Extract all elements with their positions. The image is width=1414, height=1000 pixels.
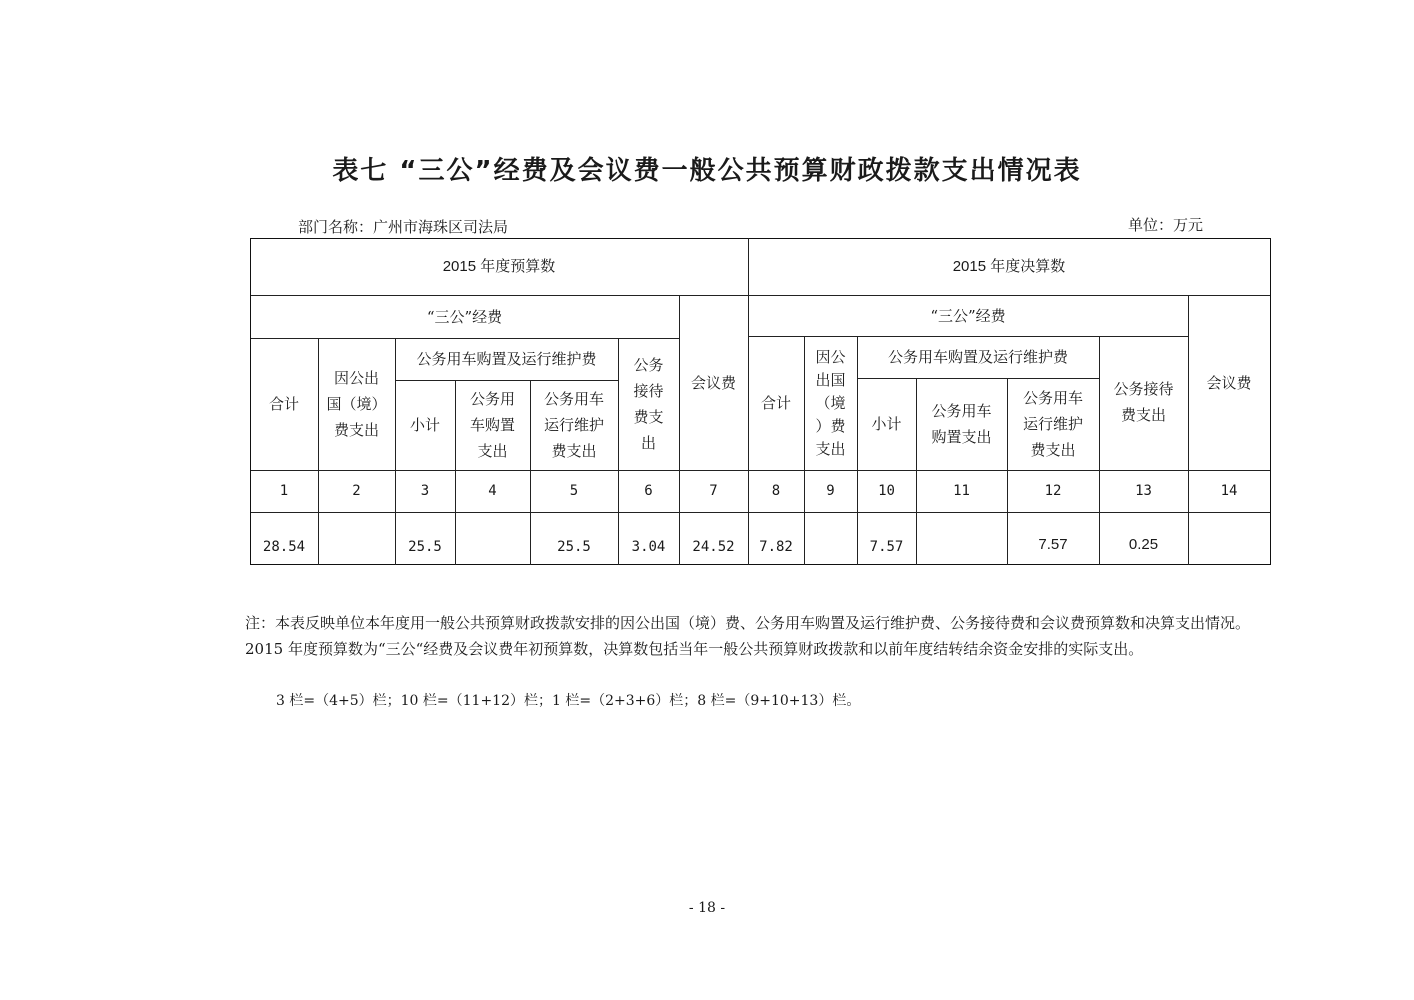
value-cell [455,512,530,564]
value-cell [916,512,1007,564]
department-name: 部门名称：广州市海珠区司法局 [298,218,509,236]
col-number: 4 [488,483,497,499]
page-title: 表七 “三公”经费及会议费一般公共预算财政拨款支出情况表 [332,156,1082,186]
value-cell: 3.04 [631,539,666,555]
col-number: 1 [279,483,289,499]
final-total-header: 合计 [760,394,791,412]
col-number: 7 [709,483,718,499]
value-cell [1188,512,1270,564]
value-cell: 24.52 [692,539,735,555]
col-number: 14 [1220,483,1238,499]
budget-abroad-header: 因公出 国（境） 费支出 [326,369,387,439]
value-cell: 7.82 [759,539,793,555]
col-number: 12 [1044,483,1062,499]
budget-year-header: 2015 年度预算数 [442,257,556,275]
sangong-final-header: “三公”经费 [930,306,1006,325]
budget-car-buy-header: 公务用 车购置 支出 [469,390,515,460]
final-abroad-header: 因公 出国 （境 ）费 支出 [815,347,846,458]
final-car-run-header: 公务用车 运行维护 费支出 [1022,389,1083,459]
value-cell: 28.54 [262,539,306,555]
final-car-buy-header: 公务用车 购置支出 [931,402,992,446]
col-number: 2 [352,483,361,499]
final-year-header: 2015 年度决算数 [952,257,1066,275]
footnote: 注：本表反映单位本年度用一般公共预算财政拨款安排的因公出国（境）费、公务用车购置及运行维护费、公务接待费和会议费预算数和决算支出情况。2015 年度预算数为“三公“经费及会议费年初预算数，决算数包括当年一般公共预算财政拨款和以前年度结转结余资金安排的实际支出。 [245,614,1251,658]
value-cell: 7.57 [1038,536,1068,553]
budget-car-group-header: 公务用车购置及运行维护费 [416,350,597,368]
final-meeting-header: 会议费 [1206,373,1252,392]
col-number: 9 [826,483,835,499]
col-number: 10 [878,483,895,499]
col-number: 11 [953,483,970,499]
value-cell: 0.25 [1128,536,1159,553]
value-cell [318,512,395,564]
col-number: 13 [1135,483,1152,499]
column-formula: 3 栏=（4+5）栏；10 栏=（11+12）栏；1 栏=（2+3+6）栏；8 栏=（9+10+13）栏。 [276,693,861,709]
value-cell: 25.5 [557,539,591,555]
budget-total-header: 合计 [268,395,299,413]
unit-label: 单位：万元 [1128,216,1204,234]
sangong-budget-header: “三公”经费 [426,307,503,326]
value-cell: 7.57 [869,539,904,555]
final-car-group-header: 公务用车购置及运行维护费 [887,348,1068,366]
col-number: 6 [644,483,653,499]
col-number: 5 [569,483,579,499]
col-number: 8 [771,483,781,499]
budget-reception-header: 公务 接待 费支 出 [633,356,664,452]
value-cell [804,512,857,564]
value-cell: 25.5 [408,539,442,555]
budget-meeting-header: 会议费 [690,373,736,392]
final-reception-header: 公务接待 费支出 [1113,380,1174,424]
budget-car-run-header: 公务用车 运行维护 费支出 [543,390,604,460]
page-number: - 18 - [688,900,726,916]
col-number: 3 [420,483,430,499]
final-subtotal-header: 小计 [871,415,902,433]
budget-subtotal-header: 小计 [409,416,440,434]
